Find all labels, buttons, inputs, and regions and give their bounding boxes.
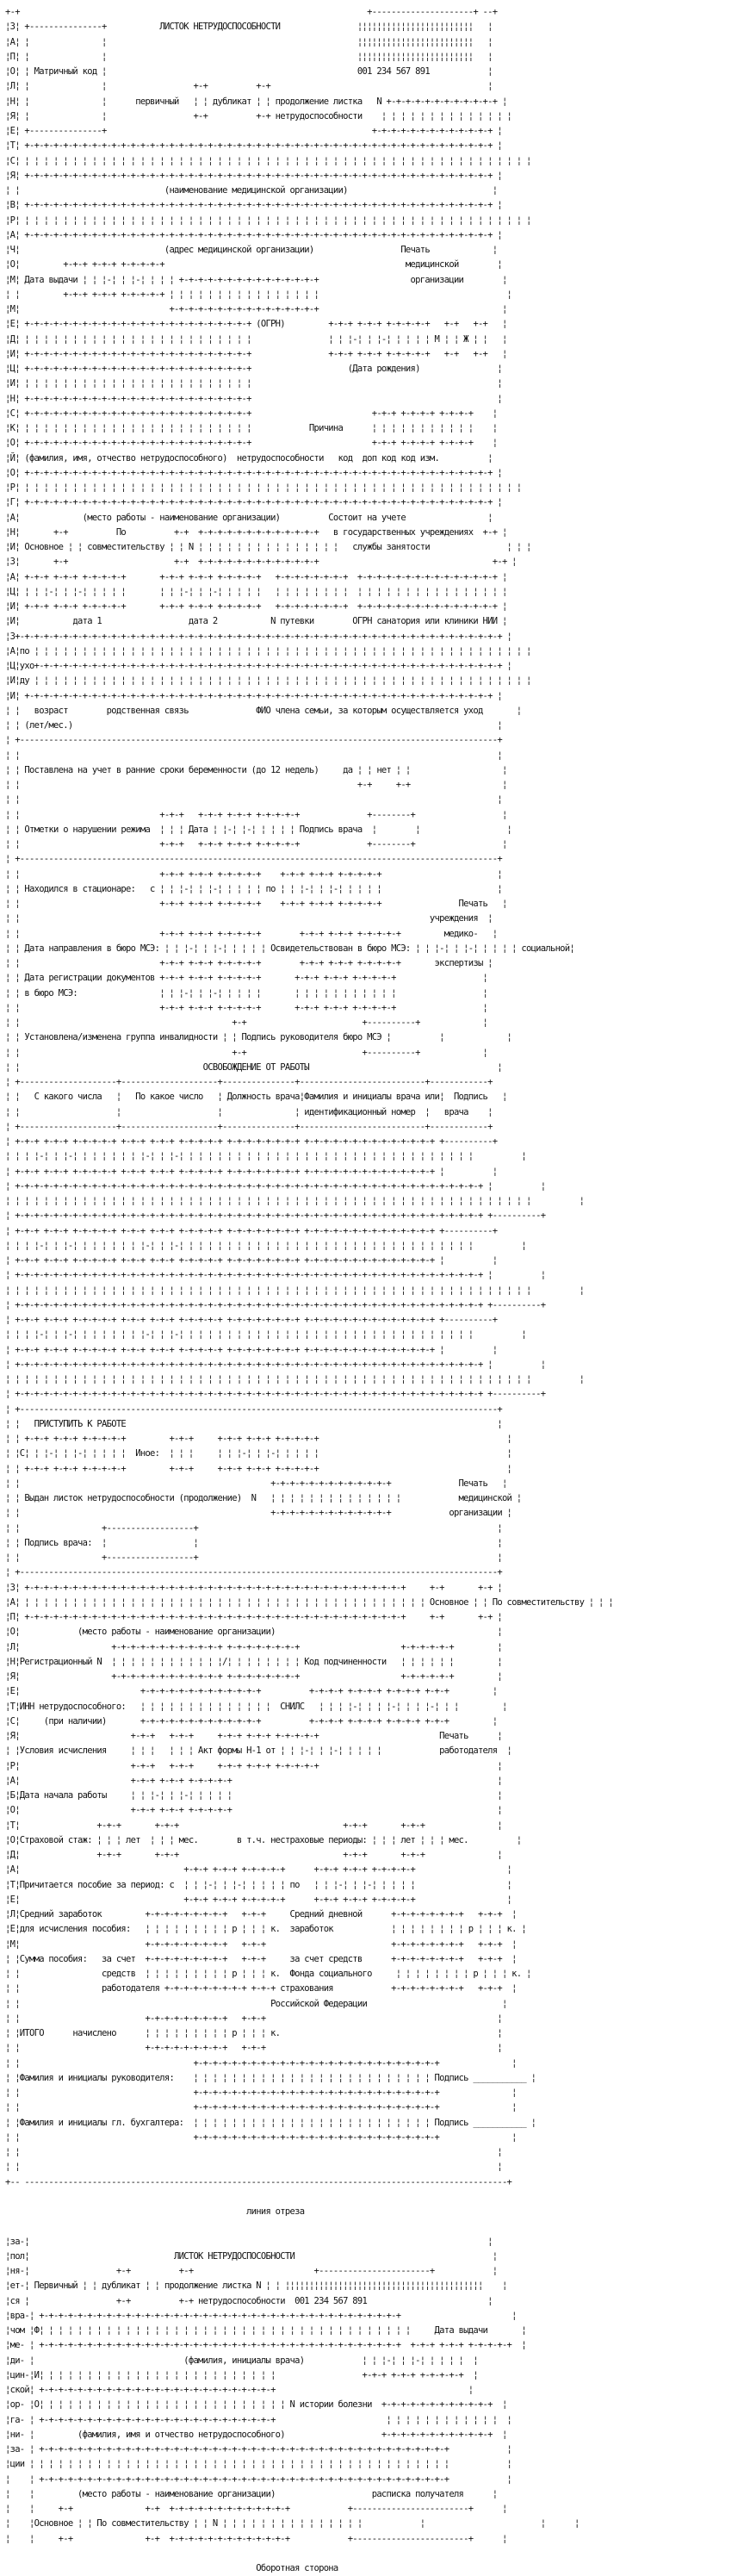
sick-leave-certificate-form: +-+ +---------------------+ --+ ¦З¦ +---------------+ ЛИСТОК НЕТРУДОСПОСОБНОСТИ ¦¦¦¦¦¦¦¦¦¦¦¦¦¦¦¦¦¦¦¦¦¦¦¦ ¦ ¦А¦ ¦ ¦ ¦¦¦¦¦¦¦¦¦¦¦¦¦¦¦¦¦¦¦¦¦¦¦¦ ¦ ¦П¦ ¦ ¦ ¦¦¦¦¦¦¦¦¦¦¦¦¦¦¦¦¦¦¦¦¦¦¦¦ ¦ ¦О¦ ¦ Матричный код ¦ 001 234 567 891 ¦ ¦Л¦ ¦ ¦ +-+ +-+ ¦ ¦Н¦ ¦ ¦ первичный ¦ ¦ дубликат ¦ ¦ продолжение листка N +-+-+-+-+-+-+-+-+-+-+-+ ¦ ¦Я¦ ¦ ¦ +-+ +-+ нетрудоспособности ¦ ¦ ¦ ¦ ¦ ¦ ¦ ¦ ¦ ¦ ¦ ¦ ¦ ¦ ¦Е¦ +---------------+ +-+-+-+-+-+-+-+-+-+-+-+-+ ¦ ¦Т¦ +-+-+-+-+-+-+-+-+-+-+-+-+-+-+-+-+-+-+-+-+-+-+-+-+-+-+-+-+-+-+-+-+-+-+-+-+-+-+-+-+-+-+-+-+-+-+-+-+ ¦ ¦С¦ ¦ ¦ ¦ ¦ ¦ ¦ ¦ ¦ ¦ ¦ ¦ ¦ ¦ ¦ ¦ ¦ ¦ ¦ ¦ ¦ ¦ ¦ ¦ ¦ ¦ ¦ ¦ ¦ ¦ ¦ ¦ ¦ ¦ ¦ ¦ ¦ ¦ ¦ ¦ ¦ ¦ ¦ ¦ ¦ ¦ ¦ ¦ ¦ ¦ ¦ ¦ ¦ ¦ ¦Я¦ +-+-+-+-+-+-+-+-+-+-+-+-+-+-+-+-+-+-+-+-+-+-+-+-+-+-+-+-+-+-+-+-+-+-+-+-+-+-+-+-+-+-+-+-+-+-+-+-+ ¦ ¦ ¦ (наименование медицинской организации) ¦ ¦В¦ +-+-+-+-+-+-+-+-+-+-+-+-+-+-+-+-+-+-+-+-+-+-+-+-+-+-+-+-+-+-+-+-+-+-+-+-+-+-+-+-+-+-+-+-+-+-+-+-+ ¦ ¦Р¦ ¦ ¦ ¦ ¦ ¦ ¦ ¦ ¦ ¦ ¦ ¦ ¦ ¦ ¦ ¦ ¦ ¦ ¦ ¦ ¦ ¦ ¦ ¦ ¦ ¦ ¦ ¦ ¦ ¦ ¦ ¦ ¦ ¦ ¦ ¦ ¦ ¦ ¦ ¦ ¦ ¦ ¦ ¦ ¦ ¦ ¦ ¦ ¦ ¦ ¦ ¦ ¦ ¦ ¦А¦ +-+-+-+-+-+-+-+-+-+-+-+-+-+-+-+-+-+-+-+-+-+-+-+-+-+-+-+-+-+-+-+-+-+-+-+-+-+-+-+-+-+-+-+-+-+-+-+-+ ¦ ¦Ч¦ (адрес медицинской организации) Печать ¦ ¦О¦ +-+-+ +-+-+ +-+-+-+-+ медицинской ¦ ¦М¦ Дата выдачи ¦ ¦ ¦-¦ ¦ ¦-¦ ¦ ¦ ¦ +-+-+-+-+-+-+-+-+-+-+-+-+-+-+ организации ¦ ¦ ¦ +-+-+ +-+-+ +-+-+-+-+ ¦ ¦ ¦ ¦ ¦ ¦ ¦ ¦ ¦ ¦ ¦ ¦ ¦ ¦ ¦ ¦ ¦ ¦М¦ +-+-+-+-+-+-+-+-+-+-+-+-+-+-+-+ ¦ ¦Е¦ +-+-+-+-+-+-+-+-+-+-+-+-+-+-+-+-+-+-+-+-+-+-+-+ (ОГРН) +-+-+ +-+-+ +-+-+-+-+ +-+ +-+ ¦ ¦Д¦ ¦ ¦ ¦ ¦ ¦ ¦ ¦ ¦ ¦ ¦ ¦ ¦ ¦ ¦ ¦ ¦ ¦ ¦ ¦ ¦ ¦ ¦ ¦ ¦ ¦ ¦ ¦-¦ ¦ ¦-¦ ¦ ¦ ¦ ¦ М ¦ ¦ Ж ¦ ¦ ¦ ¦И¦ +-+-+-+-+-+-+-+-+-+-+-+-+-+-+-+-+-+-+-+-+-+-+-+ +-+-+ +-+-+ +-+-+-+-+ +-+ +-+ ¦ ¦Ц¦ +-+-+-+-+-+-+-+-+-+-+-+-+-+-+-+-+-+-+-+-+-+-+-+ (Дата рождения) ¦ ¦И¦ ¦ ¦ ¦ ¦ ¦ ¦ ¦ ¦ ¦ ¦ ¦ ¦ ¦ ¦ ¦ ¦ ¦ ¦ ¦ ¦ ¦ ¦ ¦ ¦ ¦ ¦Н¦ +-+-+-+-+-+-+-+-+-+-+-+-+-+-+-+-+-+-+-+-+-+-+-+ ¦ ¦С¦ +-+-+-+-+-+-+-+-+-+-+-+-+-+-+-+-+-+-+-+-+-+-+-+ +-+-+ +-+-+-+ +-+-+-+ ¦ ¦К¦ ¦ ¦ ¦ ¦ ¦ ¦ ¦ ¦ ¦ ¦ ¦ ¦ ¦ ¦ ¦ ¦ ¦ ¦ ¦ ¦ ¦ ¦ ¦ ¦ Причина ¦ ¦ ¦ ¦ ¦ ¦ ¦ ¦ ¦ ¦ ¦ ¦ ¦О¦ +-+-+-+-+-+-+-+-+-+-+-+-+-+-+-+-+-+-+-+-+-+-+-+ +-+-+ +-+-+-+ +-+-+-+ ¦ ¦Й¦ (фамилия, имя, отчество нетрудоспособного) нетрудоспособности код доп код код изм. ¦ ¦О¦ +-+-+-+-+-+-+-+-+-+-+-+-+-+-+-+-+-+-+-+-+-+-+-+-+-+-+-+-+-+-+-+-+-+-+-+-+-+-+-+-+-+-+-+-+-+-+-+-+ ¦ ¦Р¦ ¦ ¦ ¦ ¦ ¦ ¦ ¦ ¦ ¦ ¦ ¦ ¦ ¦ ¦ ¦ ¦ ¦ ¦ ¦ ¦ ¦ ¦ ¦ ¦ ¦ ¦ ¦ ¦ ¦ ¦ ¦ ¦ ¦ ¦ ¦ ¦ ¦ ¦ ¦ ¦ ¦ ¦ ¦ ¦ ¦ ¦ ¦ ¦ ¦ ¦ ¦ ¦ ¦Г¦ +-+-+-+-+-+-+-+-+-+-+-+-+-+-+-+-+-+-+-+-+-+-+-+-+-+-+-+-+-+-+-+-+-+-+-+-+-+-+-+-+-+-+-+-+-+-+-+-+ ¦ ¦А¦ (место работы - наименование организации) Состоит на учете ¦ ¦Н¦ +-+ По +-+ +-+-+-+-+-+-+-+-+-+-+-+-+ в государственных учреждениях +-+ ¦ ¦И¦ Основное ¦ ¦ совместительству ¦ ¦ N ¦ ¦ ¦ ¦ ¦ ¦ ¦ ¦ ¦ ¦ ¦ ¦ ¦ ¦ ¦ службы занятости ¦ ¦ ¦ ¦З¦ +-+ +-+ +-+-+-+-+-+-+-+-+-+-+-+-+ +-+ ¦ ¦А¦ +-+-+ +-+-+ +-+-+-+-+ +-+-+ +-+-+ +-+-+-+-+ +-+-+-+-+-+-+-+ +-+-+-+-+-+-+-+-+-+-+-+-+-+-+ ¦ ¦Ц¦ ¦ ¦ ¦-¦ ¦ ¦-¦ ¦ ¦ ¦ ¦ ¦ ¦ ¦-¦ ¦ ¦-¦ ¦ ¦ ¦ ¦ ¦ ¦ ¦ ¦ ¦ ¦ ¦ ¦ ¦ ¦ ¦ ¦ ¦ ¦ ¦ ¦ ¦ ¦ ¦ ¦ ¦ ¦ ¦ ¦ ¦И¦ +-+-+ +-+-+ +-+-+-+-+ +-+-+ +-+-+ +-+-+-+-+ +-+-+-+-+-+-+-+ +-+-+-+-+-+-+-+-+-+-+-+-+-+-+ ¦ ¦И¦ дата 1 дата 2 N путевки ОГРН санатория или клиники НИИ ¦ ¦З+-+-+-+-+-+-+-+-+-+-+-+-+-+-+-+-+-+-+-+-+-+-+-+-+-+-+-+-+-+-+-+-+-+-+-+-+-+-+-+-+-+-+-+-+-+-+-+-+-+-+ ¦ ¦А¦по ¦ ¦ ¦ ¦ ¦ ¦ ¦ ¦ ¦ ¦ ¦ ¦ ¦ ¦ ¦ ¦ ¦ ¦ ¦ ¦ ¦ ¦ ¦ ¦ ¦ ¦ ¦ ¦ ¦ ¦ ¦ ¦ ¦ ¦ ¦ ¦ ¦ ¦ ¦ ¦ ¦ ¦ ¦ ¦ ¦ ¦ ¦ ¦ ¦ ¦ ¦ ¦ ¦Ц¦ухо+-+-+-+-+-+-+-+-+-+-+-+-+-+-+-+-+-+-+-+-+-+-+-+-+-+-+-+-+-+-+-+-+-+-+-+-+-+-+-+-+-+-+-+-+-+-+-+-+ ¦ ¦И¦ду ¦ ¦ ¦ ¦ ¦ ¦ ¦ ¦ ¦ ¦ ¦ ¦ ¦ ¦ ¦ ¦ ¦ ¦ ¦ ¦ ¦ ¦ ¦ ¦ ¦ ¦ ¦ ¦ ¦ ¦ ¦ ¦ ¦ ¦ ¦ ¦ ¦ ¦ ¦ ¦ ¦ ¦ ¦ ¦ ¦ ¦ ¦ ¦ ¦ ¦ ¦ ¦ ¦И¦ +-+-+-+-+-+-+-+-+-+-+-+-+-+-+-+-+-+-+-+-+-+-+-+-+-+-+-+-+-+-+-+-+-+-+-+-+-+-+-+-+-+-+-+-+-+-+-+-+ ¦ ¦ ¦ возраст родственная связь ФИО члена семьи, за которым осуществляется уход ¦ ¦ ¦ (лет/мес.) ¦ ¦ +---------------------------------------------------------------------------------------------------+ ¦ ¦ ¦ ¦ ¦ Поставлена на учет в ранние сроки беременности (до 12 недель) да ¦ ¦ нет ¦ ¦ ¦ ¦ ¦ +-+ +-+ ¦ ¦ ¦ ¦ ¦ ¦ +-+-+ +-+-+ +-+-+ +-+-+-+-+ +--------+ ¦ ¦ ¦ Отметки о нарушении режима ¦ ¦ ¦ Дата ¦ ¦-¦ ¦-¦ ¦ ¦ ¦ ¦ Подпись врача ¦ ¦ ¦ ¦ ¦ +-+-+ +-+-+ +-+-+ +-+-+-+-+ +--------+ ¦ ¦ +---------------------------------------------------------------------------------------------------+ ¦ ¦ +-+-+ +-+-+ +-+-+-+-+ +-+-+ +-+-+ +-+-+-+-+ ¦ ¦ ¦ Находился в стационаре: с ¦ ¦ ¦-¦ ¦ ¦-¦ ¦ ¦ ¦ ¦ по ¦ ¦ ¦-¦ ¦ ¦-¦ ¦ ¦ ¦ ¦ ¦ ¦ ¦ +-+-+ +-+-+ +-+-+-+-+ +-+-+ +-+-+ +-+-+-+-+ Печать ¦ ¦ ¦ учреждения ¦ ¦ ¦ +-+-+ +-+-+ +-+-+-+-+ +-+-+ +-+-+ +-+-+-+-+ медико- ¦ ¦ ¦ Дата направления в бюро МСЭ: ¦ ¦ ¦-¦ ¦ ¦-¦ ¦ ¦ ¦ ¦ Освидетельствован в бюро МСЭ: ¦ ¦ ¦-¦ ¦ ¦-¦ ¦ ¦ ¦ ¦ социальной¦ ¦ ¦ +-+-+ +-+-+ +-+-+-+-+ +-+-+ +-+-+ +-+-+-+-+ экспертизы ¦ ¦ ¦ Дата регистрации документов +-+-+ +-+-+ +-+-+-+-+ +-+-+ +-+-+ +-+-+-+-+ ¦ ¦ ¦ в бюро МСЭ: ¦ ¦ ¦-¦ ¦ ¦-¦ ¦ ¦ ¦ ¦ ¦ ¦ ¦ ¦ ¦ ¦ ¦ ¦ ¦ ¦ ¦ ¦ ¦ ¦ +-+-+ +-+-+ +-+-+-+-+ +-+-+ +-+-+ +-+-+-+-+ ¦ ¦ ¦ +-+ +----------+ ¦ ¦ ¦ Установлена/изменена группа инвалидности ¦ ¦ Подпись руководителя бюро МСЭ ¦ ¦ ¦ ¦ ¦ +-+ +----------+ ¦ ¦ ¦ ОСВОБОЖДЕНИЕ ОТ РАБОТЫ ¦ ¦ +--------------------+--------------------+---------------+--------------------------+------------+ ¦ ¦ С какого числа ¦ По какое число ¦ Должность врача¦Фамилия и инициалы врача или¦ Подпись ¦ ¦ ¦ ¦ ¦ ¦ идентификационный номер ¦ врача ¦ ¦ +--------------------+--------------------+---------------+--------------------------+------------+ ¦ +-+-+ +-+-+ +-+-+-+-+ +-+-+ +-+-+ +-+-+-+-+ +-+-+-+-+-+-+-+ +-+-+-+-+-+-+-+-+-+-+-+-+-+ +----------+ ¦ ¦ ¦ ¦-¦ ¦ ¦-¦ ¦ ¦ ¦ ¦ ¦ ¦ ¦-¦ ¦ ¦-¦ ¦ ¦ ¦ ¦ ¦ ¦ ¦ ¦ ¦ ¦ ¦ ¦ ¦ ¦ ¦ ¦ ¦ ¦ ¦ ¦ ¦ ¦ ¦ ¦ ¦ ¦ ¦ ¦ ¦ ¦ ¦ ¦ +-+-+ +-+-+ +-+-+-+-+ +-+-+ +-+-+ +-+-+-+-+ +-+-+-+-+-+-+-+ +-+-+-+-+-+-+-+-+-+-+-+-+-+ ¦ ¦ ¦ +-+-+-+-+-+-+-+-+-+-+-+-+-+-+-+-+-+-+-+-+-+-+-+-+-+-+-+-+-+-+-+-+-+-+-+-+-+-+-+-+-+-+-+-+-+-+-+-+ ¦ ¦ ¦ ¦ ¦ ¦ ¦ ¦ ¦ ¦ ¦ ¦ ¦ ¦ ¦ ¦ ¦ ¦ ¦ ¦ ¦ ¦ ¦ ¦ ¦ ¦ ¦ ¦ ¦ ¦ ¦ ¦ ¦ ¦ ¦ ¦ ¦ ¦ ¦ ¦ ¦ ¦ ¦ ¦ ¦ ¦ ¦ ¦ ¦ ¦ ¦ ¦ ¦ ¦ ¦ ¦ ¦ ¦ ¦ +-+-+-+-+-+-+-+-+-+-+-+-+-+-+-+-+-+-+-+-+-+-+-+-+-+-+-+-+-+-+-+-+-+-+-+-+-+-+-+-+-+-+-+-+-+-+-+-+ +----------+ ¦ +-+-+ +-+-+ +-+-+-+-+ +-+-+ +-+-+ +-+-+-+-+ +-+-+-+-+-+-+-+ +-+-+-+-+-+-+-+-+-+-+-+-+-+ +----------+ ¦ ¦ ¦ ¦-¦ ¦ ¦-¦ ¦ ¦ ¦ ¦ ¦ ¦ ¦-¦ ¦ ¦-¦ ¦ ¦ ¦ ¦ ¦ ¦ ¦ ¦ ¦ ¦ ¦ ¦ ¦ ¦ ¦ ¦ ¦ ¦ ¦ ¦ ¦ ¦ ¦ ¦ ¦ ¦ ¦ ¦ ¦ ¦ ¦ ¦ +-+-+ +-+-+ +-+-+-+-+ +-+-+ +-+-+ +-+-+-+-+ +-+-+-+-+-+-+-+ +-+-+-+-+-+-+-+-+-+-+-+-+-+ ¦ ¦ ¦ +-+-+-+-+-+-+-+-+-+-+-+-+-+-+-+-+-+-+-+-+-+-+-+-+-+-+-+-+-+-+-+-+-+-+-+-+-+-+-+-+-+-+-+-+-+-+-+-+ ¦ ¦ ¦ ¦ ¦ ¦ ¦ ¦ ¦ ¦ ¦ ¦ ¦ ¦ ¦ ¦ ¦ ¦ ¦ ¦ ¦ ¦ ¦ ¦ ¦ ¦ ¦ ¦ ¦ ¦ ¦ ¦ ¦ ¦ ¦ ¦ ¦ ¦ ¦ ¦ ¦ ¦ ¦ ¦ ¦ ¦ ¦ ¦ ¦ ¦ ¦ ¦ ¦ ¦ ¦ ¦ ¦ ¦ ¦ +-+-+-+-+-+-+-+-+-+-+-+-+-+-+-+-+-+-+-+-+-+-+-+-+-+-+-+-+-+-+-+-+-+-+-+-+-+-+-+-+-+-+-+-+-+-+-+-+ +----------+ ¦ +-+-+ +-+-+ +-+-+-+-+ +-+-+ +-+-+ +-+-+-+-+ +-+-+-+-+-+-+-+ +-+-+-+-+-+-+-+-+-+-+-+-+-+ +----------+ ¦ ¦ ¦ ¦-¦ ¦ ¦-¦ ¦ ¦ ¦ ¦ ¦ ¦ ¦-¦ ¦ ¦-¦ ¦ ¦ ¦ ¦ ¦ ¦ ¦ ¦ ¦ ¦ ¦ ¦ ¦ ¦ ¦ ¦ ¦ ¦ ¦ ¦ ¦ ¦ ¦ ¦ ¦ ¦ ¦ ¦ ¦ ¦ ¦ ¦ +-+-+ +-+-+ +-+-+-+-+ +-+-+ +-+-+ +-+-+-+-+ +-+-+-+-+-+-+-+ +-+-+-+-+-+-+-+-+-+-+-+-+-+ ¦ ¦ ¦ +-+-+-+-+-+-+-+-+-+-+-+-+-+-+-+-+-+-+-+-+-+-+-+-+-+-+-+-+-+-+-+-+-+-+-+-+-+-+-+-+-+-+-+-+-+-+-+-+ ¦ ¦ ¦ ¦ ¦ ¦ ¦ ¦ ¦ ¦ ¦ ¦ ¦ ¦ ¦ ¦ ¦ ¦ ¦ ¦ ¦ ¦ ¦ ¦ ¦ ¦ ¦ ¦ ¦ ¦ ¦ ¦ ¦ ¦ ¦ ¦ ¦ ¦ ¦ ¦ ¦ ¦ ¦ ¦ ¦ ¦ ¦ ¦ ¦ ¦ ¦ ¦ ¦ ¦ ¦ ¦ ¦ ¦ ¦ +-+-+-+-+-+-+-+-+-+-+-+-+-+-+-+-+-+-+-+-+-+-+-+-+-+-+-+-+-+-+-+-+-+-+-+-+-+-+-+-+-+-+-+-+-+-+-+-+ +----------+ ¦ +---------------------------------------------------------------------------------------------------+ ¦ ¦ ПРИСТУПИТЬ К РАБОТЕ ¦ ¦ ¦ +-+-+ +-+-+ +-+-+-+-+ +-+-+ +-+-+ +-+-+ +-+-+-+-+ ¦ ¦ ¦С¦ ¦ ¦-¦ ¦ ¦-¦ ¦ ¦ ¦ ¦ Иное: ¦ ¦ ¦ ¦ ¦ ¦-¦ ¦ ¦-¦ ¦ ¦ ¦ ¦ ¦ ¦ ¦ +-+-+ +-+-+ +-+-+-+-+ +-+-+ +-+-+ +-+-+ +-+-+-+-+ ¦ ¦ ¦ +-+-+-+-+-+-+-+-+-+-+-+-+ Печать ¦ ¦ ¦ Выдан листок нетрудоспособности (продолжение) N ¦ ¦ ¦ ¦ ¦ ¦ ¦ ¦ ¦ ¦ ¦ ¦ ¦ ¦ медицинской ¦ ¦ ¦ +-+-+-+-+-+-+-+-+-+-+-+-+ организации ¦ ¦ ¦ +------------------+ ¦ ¦ ¦ Подпись врача: ¦ ¦ ¦ ¦ ¦ +------------------+ ¦ ¦ +---------------------------------------------------------------------------------------------------+ ¦З¦ +-+-+-+-+-+-+-+-+-+-+-+-+-+-+-+-+-+-+-+-+-+-+-+-+-+-+-+-+-+-+-+-+-+-+-+-+-+-+-+ +-+ +-+ ¦ ¦А¦ ¦ ¦ ¦ ¦ ¦ ¦ ¦ ¦ ¦ ¦ ¦ ¦ ¦ ¦ ¦ ¦ ¦ ¦ ¦ ¦ ¦ ¦ ¦ ¦ ¦ ¦ ¦ ¦ ¦ ¦ ¦ ¦ ¦ ¦ ¦ ¦ ¦ ¦ ¦ ¦ ¦ ¦ Основное ¦ ¦ По совместительству ¦ ¦ ¦ ¦П¦ +-+-+-+-+-+-+-+-+-+-+-+-+-+-+-+-+-+-+-+-+-+-+-+-+-+-+-+-+-+-+-+-+-+-+-+-+-+-+-+ +-+ +-+ ¦ ¦О¦ (место работы - наименование организации) ¦ ¦Л¦ +-+-+-+-+-+-+-+-+-+-+-+ +-+-+-+-+-+-+-+ +-+-+-+-+-+ ¦ ¦Н¦Регистрационный N ¦ ¦ ¦ ¦ ¦ ¦ ¦ ¦ ¦ ¦ ¦ ¦/¦ ¦ ¦ ¦ ¦ ¦ ¦ ¦ Код подчиненности ¦ ¦ ¦ ¦ ¦ ¦ ¦ ¦Я¦ +-+-+-+-+-+-+-+-+-+-+-+ +-+-+-+-+-+-+-+ +-+-+-+-+-+ ¦ ¦Е¦ +-+-+-+-+-+-+-+-+-+-+-+-+ +-+-+-+ +-+-+-+ +-+-+-+ +-+-+ ¦ ¦Т¦ИНН нетрудоспособного: ¦ ¦ ¦ ¦ ¦ ¦ ¦ ¦ ¦ ¦ ¦ ¦ ¦ ¦ СНИЛС ¦ ¦ ¦ ¦-¦ ¦ ¦ ¦-¦ ¦ ¦ ¦-¦ ¦ ¦ ¦ ¦С¦ (при наличии) +-+-+-+-+-+-+-+-+-+-+-+-+ +-+-+-+ +-+-+-+ +-+-+-+ +-+-+ ¦ ¦Я¦ +-+-+ +-+-+ +-+-+ +-+-+ +-+-+-+-+ Печать ¦ ¦ ¦Условия исчисления ¦ ¦ ¦ ¦ ¦ ¦ Акт формы Н-1 от ¦ ¦ ¦-¦ ¦ ¦-¦ ¦ ¦ ¦ ¦ работодателя ¦ ¦Р¦ +-+-+ +-+-+ +-+-+ +-+-+ +-+-+-+-+ ¦ ¦А¦ +-+-+ +-+-+ +-+-+-+-+ ¦ ¦Б¦Дата начала работы ¦ ¦ ¦-¦ ¦ ¦-¦ ¦ ¦ ¦ ¦ ¦ ¦О¦ +-+-+ +-+-+ +-+-+-+-+ ¦ ¦Т¦ +-+-+ +-+-+ +-+-+ +-+-+ ¦ ¦О¦Страховой стаж: ¦ ¦ ¦ лет ¦ ¦ ¦ мес. в т.ч. нестраховые периоды: ¦ ¦ ¦ лет ¦ ¦ ¦ мес. ¦ ¦Д¦ +-+-+ +-+-+ +-+-+ +-+-+ ¦ ¦А¦ +-+-+ +-+-+ +-+-+-+-+ +-+-+ +-+-+ +-+-+-+-+ ¦ ¦Т¦Причитается пособие за период: с ¦ ¦ ¦-¦ ¦ ¦-¦ ¦ ¦ ¦ ¦ по ¦ ¦ ¦-¦ ¦ ¦-¦ ¦ ¦ ¦ ¦ ¦ ¦Е¦ +-+-+ +-+-+ +-+-+-+-+ +-+-+ +-+-+ +-+-+-+-+ ¦ ¦Л¦Средний заработок +-+-+-+-+-+-+-+-+ +-+-+ Средний дневной +-+-+-+-+-+-+-+ +-+-+ ¦ ¦Е¦для исчисления пособия: ¦ ¦ ¦ ¦ ¦ ¦ ¦ ¦ ¦ р ¦ ¦ ¦ к. заработок ¦ ¦ ¦ ¦ ¦ ¦ ¦ ¦ р ¦ ¦ ¦ к. ¦ ¦М¦ +-+-+-+-+-+-+-+-+ +-+-+ +-+-+-+-+-+-+-+ +-+-+ ¦ ¦ ¦Сумма пособия: за счет +-+-+-+-+-+-+-+-+ +-+-+ за счет средств +-+-+-+-+-+-+-+ +-+-+ ¦ ¦ ¦ средств ¦ ¦ ¦ ¦ ¦ ¦ ¦ ¦ ¦ р ¦ ¦ ¦ к. Фонда социального ¦ ¦ ¦ ¦ ¦ ¦ ¦ ¦ р ¦ ¦ ¦ к. ¦ ¦ ¦ работодателя +-+-+-+-+-+-+-+-+ +-+-+ страхования +-+-+-+-+-+-+-+ +-+-+ ¦ ¦ ¦ Российской Федерации ¦ ¦ ¦ +-+-+-+-+-+-+-+-+ +-+-+ ¦ ¦ ¦ИТОГО начислено ¦ ¦ ¦ ¦ ¦ ¦ ¦ ¦ ¦ р ¦ ¦ ¦ к. ¦ ¦ ¦ +-+-+-+-+-+-+-+-+ +-+-+ ¦ ¦ ¦ +-+-+-+-+-+-+-+-+-+-+-+-+-+-+-+-+-+-+-+-+-+-+-+-+-+ ¦ ¦ ¦Фамилия и инициалы руководителя: ¦ ¦ ¦ ¦ ¦ ¦ ¦ ¦ ¦ ¦ ¦ ¦ ¦ ¦ ¦ ¦ ¦ ¦ ¦ ¦ ¦ ¦ ¦ ¦ ¦ Подпись ___________ ¦ ¦ ¦ +-+-+-+-+-+-+-+-+-+-+-+-+-+-+-+-+-+-+-+-+-+-+-+-+-+ ¦ ¦ ¦ +-+-+-+-+-+-+-+-+-+-+-+-+-+-+-+-+-+-+-+-+-+-+-+-+-+ ¦ ¦ ¦Фамилия и инициалы гл. бухгалтера: ¦ ¦ ¦ ¦ ¦ ¦ ¦ ¦ ¦ ¦ ¦ ¦ ¦ ¦ ¦ ¦ ¦ ¦ ¦ ¦ ¦ ¦ ¦ ¦ ¦ Подпись ___________ ¦ ¦ ¦ +-+-+-+-+-+-+-+-+-+-+-+-+-+-+-+-+-+-+-+-+-+-+-+-+-+ ¦ ¦ ¦ ¦ ¦ ¦ ¦ +-- ----------------------------------------------------------------------------------------------------+ линия отреза ¦за-¦ ¦ ¦пол¦ ЛИСТОК НЕТРУДОСПОСОБНОСТИ ¦ ¦ня-¦ +-+ +-+ +-----------------------+ ¦ ¦ет-¦ Первичный ¦ ¦ дубликат ¦ ¦ продолжение листка N ¦ ¦ ¦¦¦¦¦¦¦¦¦¦¦¦¦¦¦¦¦¦¦¦¦¦¦¦¦¦¦¦¦¦¦¦¦¦¦¦¦¦¦¦¦ ¦ ¦ся ¦ +-+ +-+ нетрудоспособности 001 234 567 891 ¦ ¦вра-¦ +-+-+-+-+-+-+-+-+-+-+-+-+-+-+-+-+-+-+-+-+-+-+-+-+-+-+-+-+-+-+-+-+-+-+-+-+-+ ¦ ¦чом ¦Ф¦ ¦ ¦ ¦ ¦ ¦ ¦ ¦ ¦ ¦ ¦ ¦ ¦ ¦ ¦ ¦ ¦ ¦ ¦ ¦ ¦ ¦ ¦ ¦ ¦ ¦ ¦ ¦ ¦ ¦ ¦ ¦ ¦ ¦ ¦ ¦ ¦ ¦ ¦ Дата выдачи ¦ ¦ме- ¦ +-+-+-+-+-+-+-+-+-+-+-+-+-+-+-+-+-+-+-+-+-+-+-+-+-+-+-+-+-+-+-+-+-+-+-+-+-+ +-+-+ +-+-+ +-+-+-+-+ ¦ ¦ди- ¦ (фамилия, инициалы врача) ¦ ¦ ¦-¦ ¦ ¦-¦ ¦ ¦ ¦ ¦ ¦ ¦цин-¦И¦ ¦ ¦ ¦ ¦ ¦ ¦ ¦ ¦ ¦ ¦ ¦ ¦ ¦ ¦ ¦ ¦ ¦ ¦ ¦ ¦ ¦ ¦ ¦ ¦ +-+-+ +-+-+ +-+-+-+-+ ¦ ¦ской¦ +-+-+-+-+-+-+-+-+-+-+-+-+-+-+-+-+-+-+-+-+-+-+-+-+ ¦ ¦ор- ¦О¦ ¦ ¦ ¦ ¦ ¦ ¦ ¦ ¦ ¦ ¦ ¦ ¦ ¦ ¦ ¦ ¦ ¦ ¦ ¦ ¦ ¦ ¦ ¦ ¦ ¦ N истории болезни +-+-+-+-+-+-+-+-+-+-+-+ ¦ ¦га- ¦ +-+-+-+-+-+-+-+-+-+-+-+-+-+-+-+-+-+-+-+-+-+-+-+-+ ¦ ¦ ¦ ¦ ¦ ¦ ¦ ¦ ¦ ¦ ¦ ¦ ¦ ¦ни- ¦ (фамилия, имя и отчество нетрудоспособного) +-+-+-+-+-+-+-+-+-+-+-+ ¦ ¦за- ¦ +-+-+-+-+-+-+-+-+-+-+-+-+-+-+-+-+-+-+-+-+-+-+-+-+-+-+-+-+-+-+-+-+-+-+-+-+-+-+-+-+-+-+ ¦ ¦ции ¦ ¦ ¦ ¦ ¦ ¦ ¦ ¦ ¦ ¦ ¦ ¦ ¦ ¦ ¦ ¦ ¦ ¦ ¦ ¦ ¦ ¦ ¦ ¦ ¦ ¦ ¦ ¦ ¦ ¦ ¦ ¦ ¦ ¦ ¦ ¦ ¦ ¦ ¦ ¦ ¦ ¦ ¦ ¦ ¦ ¦ ¦ +-+-+-+-+-+-+-+-+-+-+-+-+-+-+-+-+-+-+-+-+-+-+-+-+-+-+-+-+-+-+-+-+-+-+-+-+-+-+-+-+-+-+ ¦ ¦ ¦ (место работы - наименование организации) расписка получателя ¦ ¦ ¦ +-+ +-+ +-+-+-+-+-+-+-+-+-+-+-+-+ +------------------------+ ¦ ¦ ¦Основное ¦ ¦ По совместительству ¦ ¦ N ¦ ¦ ¦ ¦ ¦ ¦ ¦ ¦ ¦ ¦ ¦ ¦ ¦ ¦ ¦ ¦ ¦ ¦ ¦ ¦ +-+ +-+ +-+-+-+-+-+-+-+-+-+-+-+-+ +------------------------+ ¦ Оборотная сторона xyxy=(5,7,613,2573)
